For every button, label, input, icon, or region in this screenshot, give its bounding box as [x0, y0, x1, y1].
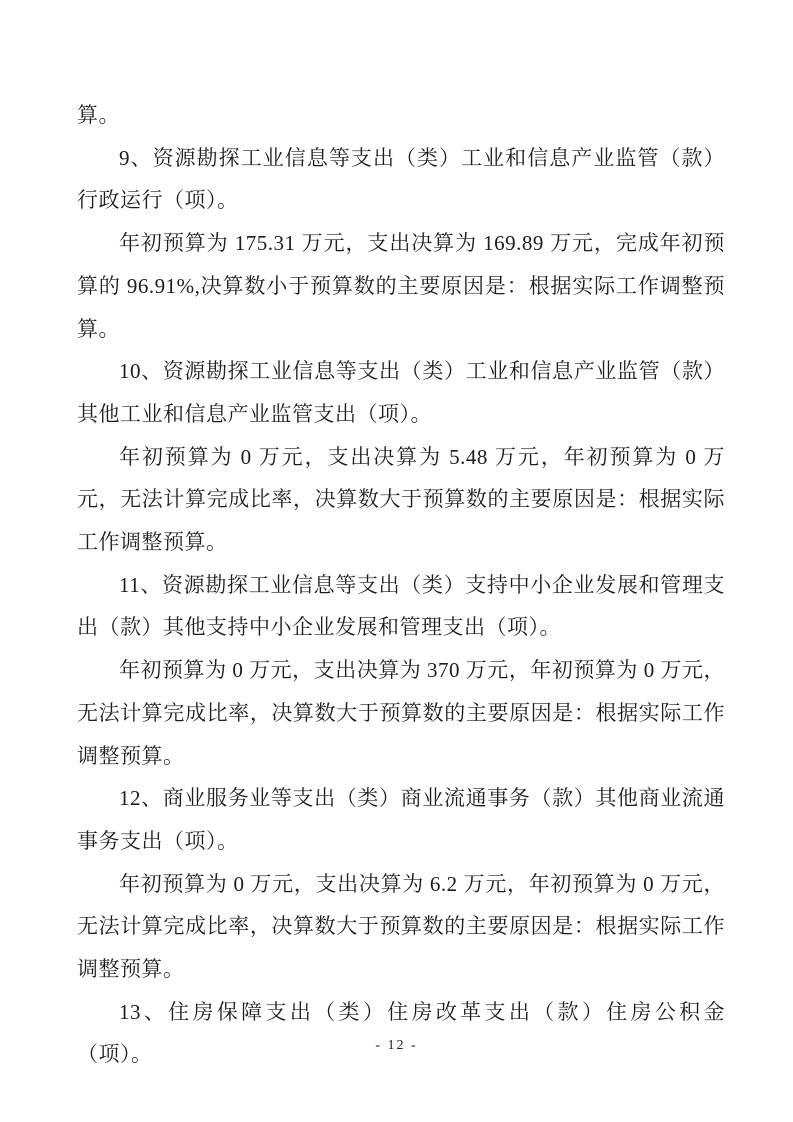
paragraph: 年初预算为 0 万元，支出决算为 370 万元，年初预算为 0 万元，无法计算完成比率，决算数大于预算数的主要原因是：根据实际工作调整预算。 [77, 658, 725, 768]
paragraph: 13、住房保障支出（类）住房改革支出（款）住房公积金（项）。 [77, 999, 725, 1067]
page-number: - 12 - [375, 1038, 418, 1053]
paragraph: 9、资源勘探工业信息等支出（类）工业和信息产业监管（款）行政运行（项）。 [77, 145, 725, 213]
document-body [77, 94, 725, 1076]
paragraph: 年初预算为 0 万元，支出决算为 6.2 万元，年初预算为 0 万元，无法计算完成比率，决算数大于预算数的主要原因是：根据实际工作调整预算。 [77, 871, 725, 982]
paragraph: 算。 [77, 103, 120, 127]
paragraph: 12、商业服务业等支出（类）商业流通事务（款）其他商业流通事务支出（项）。 [77, 786, 725, 853]
paragraph: 11、资源勘探工业信息等支出（类）支持中小企业发展和管理支出（款）其他支持中小企业发展和管理支出（项）。 [77, 572, 725, 640]
paragraph: 年初预算为 175.31 万元，支出决算为 169.89 万元，完成年初预算的 96.91%,决算数小于预算数的主要原因是：根据实际工作调整预算。 [77, 231, 725, 341]
paragraph: 年初预算为 0 万元，支出决算为 5.48 万元，年初预算为 0 万元，无法计算完成比率，决算数大于预算数的主要原因是：根据实际工作调整预算。 [77, 444, 725, 555]
paragraph: 10、资源勘探工业信息等支出（类）工业和信息产业监管（款）其他工业和信息产业监管支出（项）。 [77, 359, 725, 426]
